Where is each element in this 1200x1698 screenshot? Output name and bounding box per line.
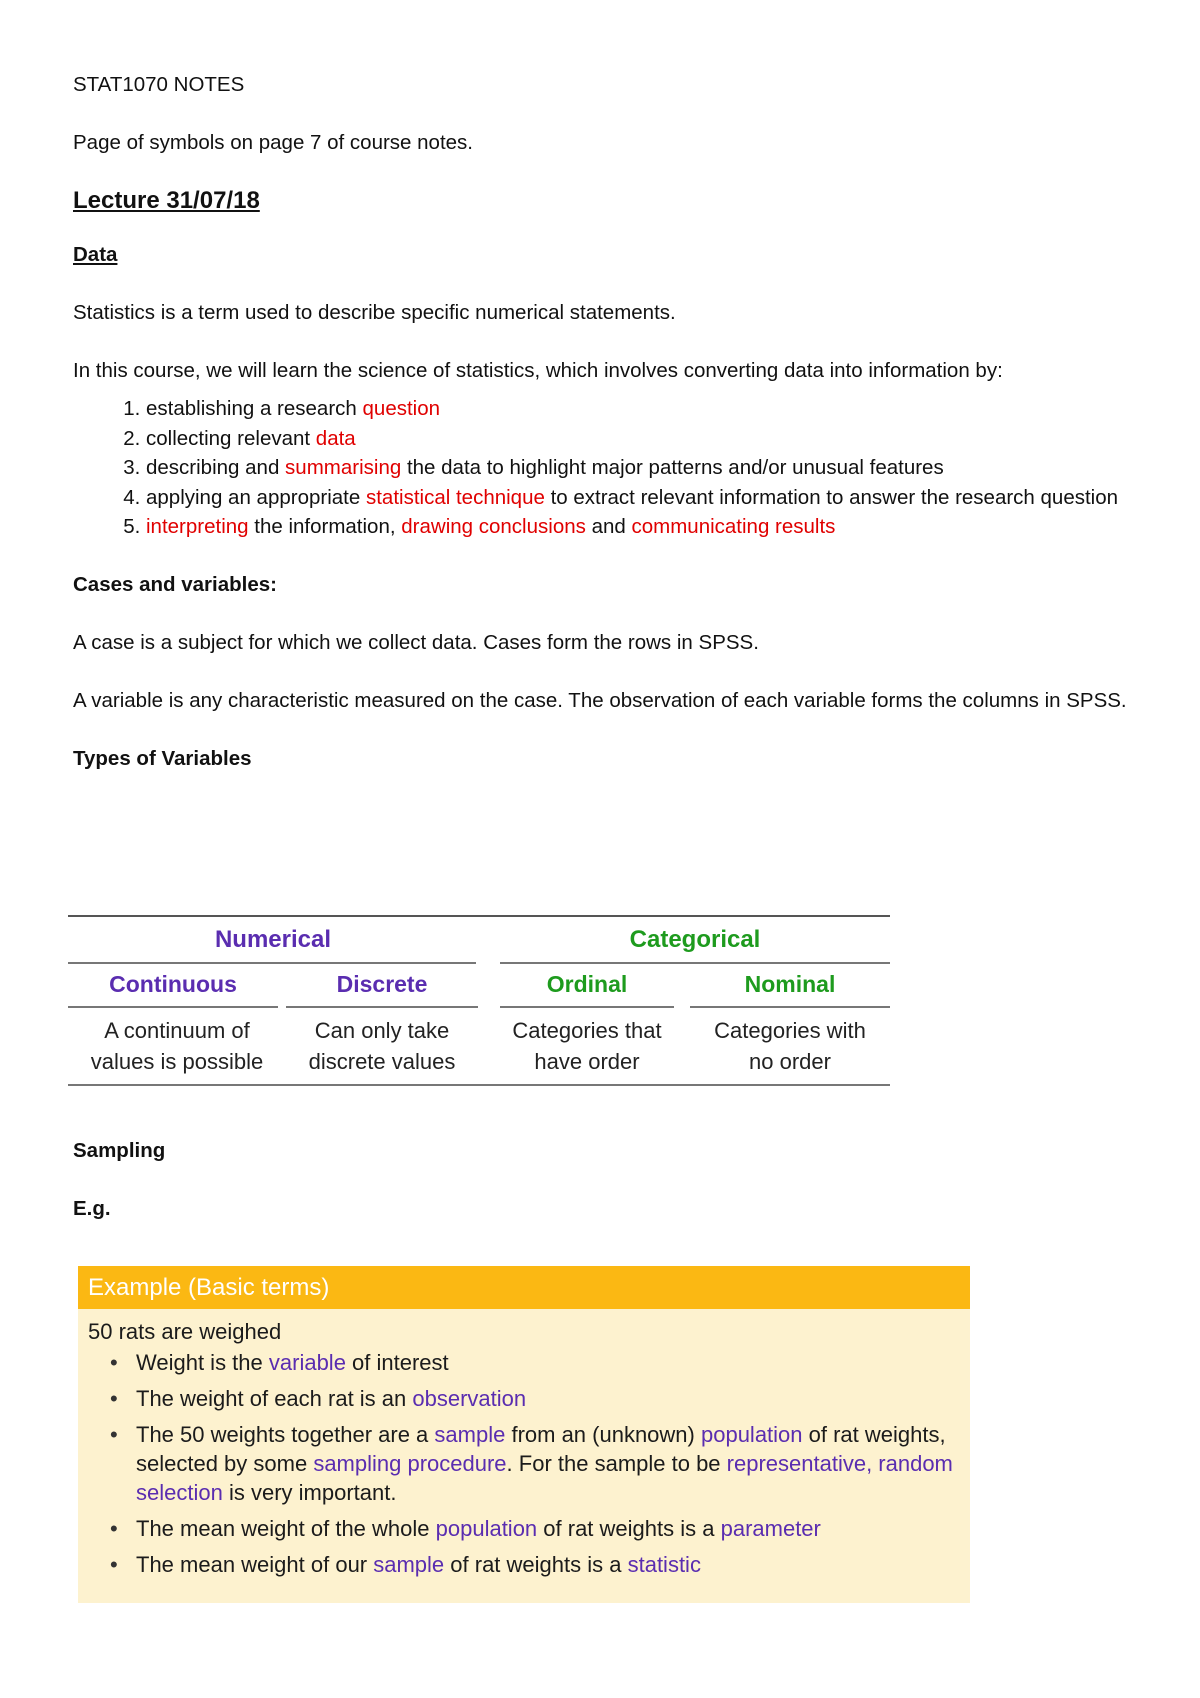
continuous-header: Continuous xyxy=(109,971,237,997)
list-item: 1. establishing a research question xyxy=(146,394,1133,424)
list-item: 3. describing and summarising the data to highlight major patterns and/or unusual features xyxy=(146,453,1133,483)
list-item: • Weight is the variable of interest xyxy=(136,1348,960,1377)
steps-list xyxy=(73,394,1133,542)
numerical-header: Numerical xyxy=(214,926,332,953)
list-item: • The weight of each rat is an observation xyxy=(136,1384,960,1413)
list-item: 2. collecting relevant data xyxy=(146,424,1133,454)
course-intro: In this course, we will learn the science of statistics, which involves converting data into information by: xyxy=(73,359,1003,382)
example-title: Example (Basic terms) xyxy=(78,1266,970,1309)
table-bottom-rule xyxy=(68,1084,890,1086)
ordinal-rule xyxy=(500,1006,674,1008)
example-list xyxy=(88,1348,960,1579)
list-item: 5. interpreting the information, drawing conclusions and communicating results xyxy=(146,512,1133,542)
nominal-rule xyxy=(690,1006,890,1008)
sampling-heading: Sampling xyxy=(73,1139,166,1162)
symbols-note: Page of symbols on page 7 of course notes. xyxy=(73,131,474,154)
list-item: • The mean weight of the whole population of rat weights is a parameter xyxy=(136,1514,960,1543)
cases-heading: Cases and variables: xyxy=(73,572,277,596)
discrete-rule xyxy=(286,1006,478,1008)
lecture-heading: Lecture 31/07/18 xyxy=(73,187,260,214)
list-item: 4. applying an appropriate statistical technique to extract relevant information to answer the research question xyxy=(146,483,1133,513)
discrete-desc: Can only take discrete values xyxy=(308,1018,456,1074)
numerical-rule xyxy=(68,962,476,964)
continuous-rule xyxy=(68,1006,278,1008)
variable-definition: A variable is any characteristic measured on the case. The observation of each variable forms the columns in SPSS. xyxy=(73,688,1127,712)
example-intro: 50 rats are weighed xyxy=(88,1319,282,1344)
document-page xyxy=(73,70,1133,774)
data-heading: Data xyxy=(73,243,118,266)
list-item: • The mean weight of our sample of rat weights is a statistic xyxy=(136,1550,960,1579)
ordinal-desc: Categories that have order xyxy=(512,1018,662,1074)
categorical-header: Categorical xyxy=(629,926,761,953)
doc-title: STAT1070 NOTES xyxy=(73,73,245,96)
continuous-desc: A continuum of values is possible xyxy=(90,1018,264,1074)
list-item: • The 50 weights together are a sample from an (unknown) population of rat weights, selected by some sampling procedure. For the sample to be representative, random selection is very important. xyxy=(136,1420,960,1507)
nominal-desc: Categories with no order xyxy=(714,1018,866,1074)
eg-label: E.g. xyxy=(73,1197,111,1220)
example-body xyxy=(78,1309,970,1579)
example-box xyxy=(78,1266,970,1603)
discrete-header: Discrete xyxy=(336,971,428,997)
table-top-rule xyxy=(68,915,890,917)
case-definition: A case is a subject for which we collect data. Cases form the rows in SPSS. xyxy=(73,630,759,654)
nominal-header: Nominal xyxy=(744,971,836,997)
categorical-rule xyxy=(500,962,890,964)
statistics-definition: Statistics is a term used to describe specific numerical statements. xyxy=(73,301,676,324)
types-heading: Types of Variables xyxy=(73,746,252,770)
ordinal-header: Ordinal xyxy=(546,971,628,997)
